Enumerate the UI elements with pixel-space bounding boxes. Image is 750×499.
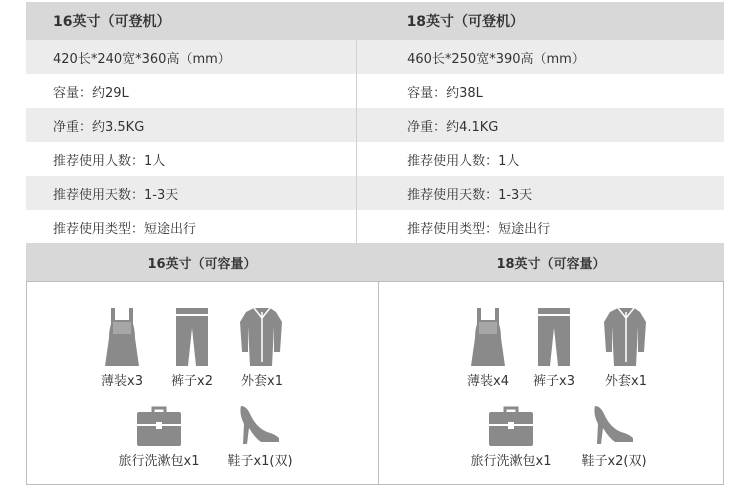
left-item-pants (167, 308, 217, 389)
left-item-coat (237, 308, 287, 389)
spec-table (26, 2, 724, 244)
right-days: 推荐使用天数：1-3天 (407, 187, 533, 203)
left-model-header: 16英寸（可登机） (53, 14, 171, 30)
left-item-coat-label: 外套x1 (241, 374, 283, 389)
left-capacity-title: 16英寸（可容量） (26, 243, 378, 281)
right-capacity-panel (378, 281, 724, 485)
right-item-bag-label: 旅行洗漱包x1 (470, 454, 552, 469)
left-item-bag-label: 旅行洗漱包x1 (118, 454, 200, 469)
left-item-bag (109, 406, 209, 469)
left-volume: 容量：约29L (26, 74, 357, 108)
left-item-shoe (215, 404, 305, 469)
spec-row-days (26, 176, 724, 210)
right-capacity-title: 18英寸（可容量） (378, 243, 724, 281)
right-item-shoe (569, 404, 659, 469)
right-persons: 推荐使用人数：1人 (407, 153, 520, 169)
left-days: 推荐使用天数：1-3天 (26, 176, 357, 210)
coat-icon (604, 308, 648, 366)
right-item-pants (529, 308, 579, 389)
left-dimensions: 420长*240宽*360高（mm） (26, 40, 357, 74)
toiletry-bag-icon (137, 406, 181, 446)
pants-icon (176, 308, 208, 366)
right-item-shoe-label: 鞋子x2(双) (581, 454, 647, 469)
spec-header-row (26, 2, 724, 40)
spec-row-weight (26, 108, 724, 142)
right-item-coat (601, 308, 651, 389)
left-type: 推荐使用类型：短途出行 (26, 210, 357, 244)
dress-icon (105, 308, 139, 366)
high-heel-icon (593, 404, 635, 446)
left-item-shoe-label: 鞋子x1(双) (227, 454, 293, 469)
right-item-bag (461, 406, 561, 469)
dress-icon (471, 308, 505, 366)
pants-icon (538, 308, 570, 366)
high-heel-icon (239, 404, 281, 446)
spec-row-dimensions (26, 40, 724, 74)
right-volume: 容量：约38L (407, 85, 483, 101)
toiletry-bag-icon (489, 406, 533, 446)
left-item-dress (97, 308, 147, 389)
spec-row-persons (26, 142, 724, 176)
right-item-coat-label: 外套x1 (605, 374, 647, 389)
right-item-dress (463, 308, 513, 389)
right-dimensions: 460长*250宽*390高（mm） (407, 51, 585, 67)
left-persons: 推荐使用人数：1人 (26, 142, 357, 176)
left-capacity-panel (26, 281, 379, 485)
left-weight: 净重：约3.5KG (26, 108, 357, 142)
right-item-dress-label: 薄装x4 (467, 374, 509, 389)
coat-icon (240, 308, 284, 366)
spec-row-type (26, 210, 724, 244)
right-model-header: 18英寸（可登机） (406, 14, 525, 30)
left-item-pants-label: 裤子x2 (171, 374, 213, 389)
right-item-pants-label: 裤子x3 (533, 374, 575, 389)
right-weight: 净重：约4.1KG (407, 119, 499, 135)
left-item-dress-label: 薄装x3 (101, 374, 143, 389)
right-type: 推荐使用类型：短途出行 (407, 221, 551, 237)
spec-row-volume (26, 74, 724, 108)
